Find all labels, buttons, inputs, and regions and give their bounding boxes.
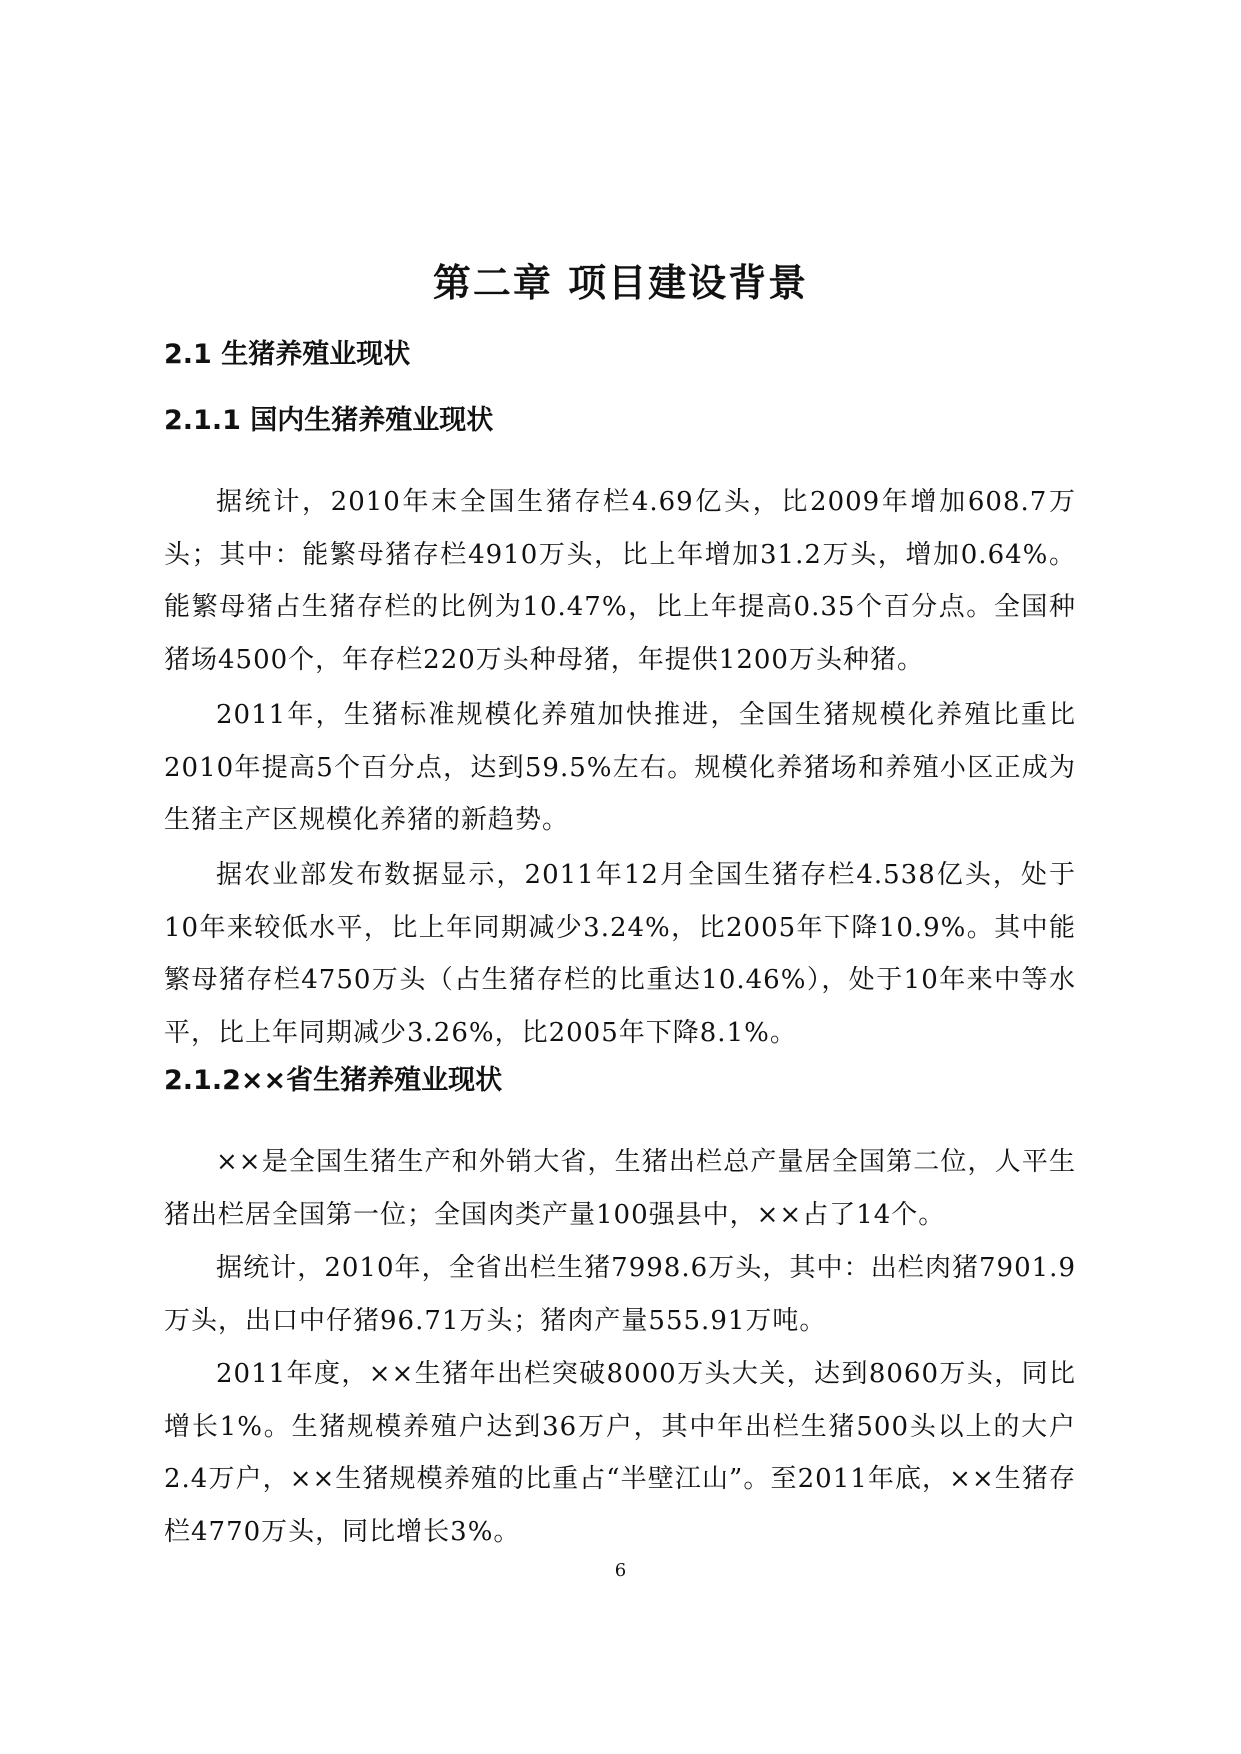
subsection-number: 2.1.1 [164,405,241,436]
subsection-number: 2.1.2 [164,1065,241,1096]
section-heading [164,332,410,371]
section-title: 生猪养殖业现状 [221,339,411,370]
paragraph: 据统计，2010年末全国生猪存栏4.69亿头，比2009年增加608.7万头；其中：能繁母猪存栏4910万头，比上年增加31.2万头，增加0.64%。能繁母猪占生猪存栏的比例为10.47%，比上年提高0.35个百分点。全国种猪场4500个，年存栏220万头种母猪，年提供1200万头种猪。 [164,487,1076,675]
subsection-title: ××省生猪养殖业现状 [240,1065,503,1096]
paragraph: 2011年度，××生猪年出栏突破8000万头大关，达到8060万头，同比增长1%。生猪规模养殖户达到36万户，其中年出栏生猪500头以上的大户2.4万户，××生猪规模养殖的比重占“半壁江山”。至2011年底，××生猪存栏4770万头，同比增长3%。 [164,1359,1076,1547]
subsection-heading-province [164,1058,502,1097]
page-number: 6 [614,1560,627,1581]
paragraph: 据农业部发布数据显示，2011年12月全国生猪存栏4.538亿头，处于10年来较低水平，比上年同期减少3.24%，比2005年下降10.9%。其中能繁母猪存栏4750万头（占生猪存栏的比重达10.46%），处于10年来中等水平，比上年同期减少3.26%，比2005年下降8.1%。 [164,860,1076,1048]
paragraph: ××是全国生猪生产和外销大省，生猪出栏总产量居全国第二位，人平生猪出栏居全国第一位；全国肉类产量100强县中，××占了14个。 [164,1147,1076,1230]
chapter-title: 第二章 项目建设背景 [432,261,809,305]
subsection-title: 国内生猪养殖业现状 [250,405,494,436]
subsection-heading-domestic [164,398,493,437]
paragraph: 2011年，生猪标准规模化养殖加快推进，全国生猪规模化养殖比重比2010年提高5个百分点，达到59.5%左右。规模化养猪场和养殖小区正成为生猪主产区规模化养猪的新趋势。 [164,700,1076,835]
section-number: 2.1 [164,339,212,370]
paragraph: 据统计，2010年，全省出栏生猪7998.6万头，其中：出栏肉猪7901.9万头，出口中仔猪96.71万头；猪肉产量555.91万吨。 [164,1253,1076,1336]
